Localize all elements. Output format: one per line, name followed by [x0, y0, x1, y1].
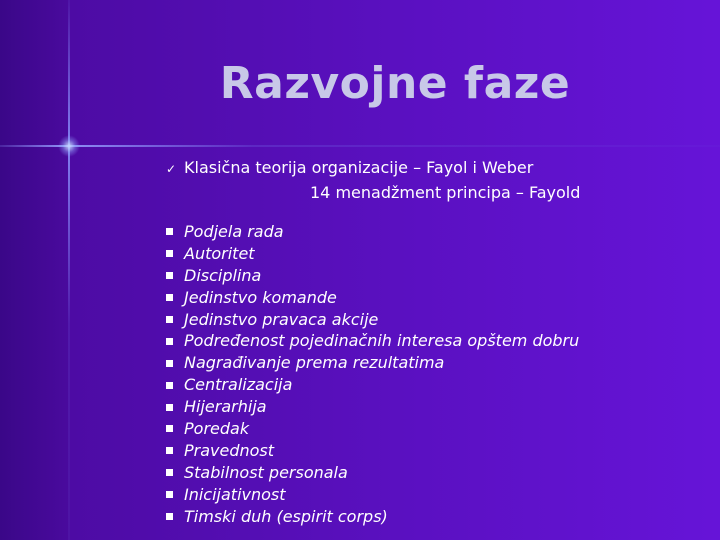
list-item [166, 418, 579, 440]
sparkle-icon [58, 135, 80, 157]
list-item [166, 287, 579, 309]
bullet-icon [166, 338, 173, 345]
intro-line-1: Klasična teorija organizacije – Fayol i Weber [184, 158, 534, 177]
list-item-text: Inicijativnost [184, 484, 286, 504]
list-item-text: Centralizacija [184, 375, 293, 395]
bullet-icon [166, 469, 173, 476]
intro-line-2: 14 menadžment principa – Fayold [310, 183, 581, 202]
bullet-icon [166, 250, 173, 257]
list-item [166, 396, 579, 418]
bullet-icon [166, 513, 173, 520]
list-item-text: Pravednost [184, 440, 275, 460]
list-item-text: Disciplina [184, 265, 262, 285]
intro-row [166, 156, 580, 181]
decorative-horizontal-line [0, 145, 720, 147]
list-item-text: Jedinstvo pravaca akcije [184, 309, 379, 329]
bullet-icon [166, 294, 173, 301]
principles-list [166, 221, 579, 527]
list-item-text: Podjela rada [184, 222, 284, 241]
bullet-icon [166, 382, 173, 389]
bullet-icon [166, 404, 173, 411]
bullet-icon [166, 272, 173, 279]
list-item [166, 221, 579, 243]
list-item [166, 309, 579, 331]
list-item [166, 462, 579, 484]
list-item [166, 374, 579, 396]
slide-title: Razvojne faze [219, 58, 571, 109]
list-item-text: Podređenost pojedinačnih interesa opštem dobru [184, 331, 580, 351]
check-icon: ✓ [166, 162, 177, 176]
bullet-icon [166, 447, 173, 454]
list-item [166, 440, 579, 462]
list-item-text: Timski duh (espirit corps) [184, 506, 388, 526]
list-item [166, 352, 579, 374]
bullet-icon [166, 360, 173, 367]
list-item-text: Nagrađivanje prema rezultatima [184, 353, 445, 373]
bullet-icon [166, 228, 173, 235]
bullet-icon [166, 425, 173, 432]
list-item-text: Jedinstvo komande [184, 287, 337, 307]
list-item [166, 330, 579, 352]
list-item [166, 506, 579, 528]
list-item-text: Hijerarhija [184, 397, 267, 417]
list-item-text: Autoritet [184, 243, 255, 263]
list-item [166, 243, 579, 265]
list-item [166, 265, 579, 287]
list-item-text: Poredak [184, 419, 250, 439]
left-band [0, 0, 70, 540]
list-item-text: Stabilnost personala [184, 462, 348, 482]
intro-block [166, 156, 580, 204]
list-item [166, 484, 579, 506]
bullet-icon [166, 491, 173, 498]
bullet-icon [166, 316, 173, 323]
